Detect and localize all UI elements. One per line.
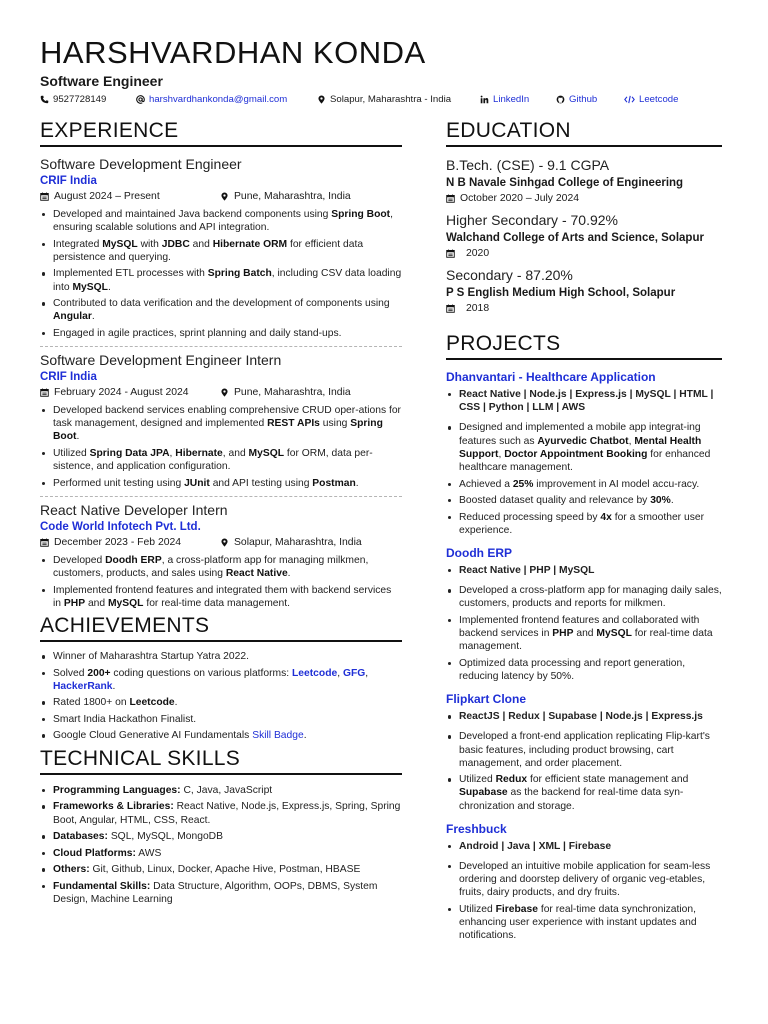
candidate-role: Software Engineer: [40, 73, 163, 89]
list-item: Rated 1800+ on Leetcode.: [40, 696, 402, 709]
project-stack-item: Android | Java | XML | Firebase: [446, 840, 722, 853]
contact-email[interactable]: [136, 94, 287, 105]
calendar-icon: [446, 249, 455, 258]
achievements-heading: ACHIEVEMENTS: [40, 613, 402, 642]
list-item: Frameworks & Libraries: React Native, Node.js, Express.js, Spring, Spring Boot, Angular, HTML, CSS, React.: [40, 800, 402, 826]
contact-bar: [40, 94, 730, 108]
project-stack-item: ReactJS | Redux | Supabase | Node.js | Express.js: [446, 710, 722, 723]
project-bullet: Achieved a 25% improvement in AI model accu-racy.: [446, 478, 722, 491]
job-dates: December 2023 - Feb 2024: [54, 536, 182, 548]
job-dates: February 2024 - August 2024: [54, 387, 189, 399]
job-title: React Native Developer Intern: [40, 501, 228, 518]
divider: [40, 496, 402, 497]
list-item: Engaged in agile practices, sprint planning and daily stand-ups.: [40, 327, 402, 340]
list-item: Others: Git, Github, Linux, Docker, Apache Hive, Postman, HBASE: [40, 863, 402, 876]
contact-location: [317, 94, 451, 105]
job-company[interactable]: CRIF India: [40, 175, 97, 187]
education-school: P S English Medium High School, Solapur: [446, 287, 676, 299]
list-item: Implemented frontend features and integrated them with backend services in PHP and MySQL for real-time data management.: [40, 584, 402, 610]
list-item: Performed unit testing using JUnit and API testing using Postman.: [40, 477, 402, 490]
job-entry: [40, 502, 402, 610]
link[interactable]: HackerRank: [53, 680, 113, 692]
job-meta: [40, 387, 402, 402]
education-degree: B.Tech. (CSE) - 9.1 CGPA: [446, 157, 610, 173]
education-degree: Secondary - 87.20%: [446, 267, 573, 283]
list-item: Databases: SQL, MySQL, MongoDB: [40, 830, 402, 843]
project-entry: [446, 692, 722, 813]
list-item: Implemented ETL processes with Spring Batch, including CSV data loading into MySQL.: [40, 267, 402, 293]
education-degree: Higher Secondary - 70.92%: [446, 212, 618, 228]
project-bullet: Boosted dataset quality and relevance by 30%.: [446, 494, 722, 507]
location-pin-icon: [220, 192, 229, 201]
project-bullets: [446, 860, 722, 943]
list-item: Contributed to data verification and the development of components using Angular.: [40, 297, 402, 323]
skills-heading: TECHNICAL SKILLS: [40, 746, 402, 775]
achievements-list: [40, 650, 402, 742]
list-item: Cloud Platforms: AWS: [40, 847, 402, 860]
job-title: Software Development Engineer: [40, 156, 242, 172]
project-title[interactable]: Doodh ERP: [446, 545, 512, 560]
contact-linkedin[interactable]: [480, 94, 529, 105]
job-bullets: [40, 554, 402, 610]
education-meta: [446, 248, 722, 263]
job-location: Solapur, Maharashtra, India: [234, 536, 362, 548]
education-meta: [446, 303, 722, 318]
right-column: [446, 118, 722, 946]
link[interactable]: Skill Badge: [252, 730, 304, 742]
list-item: Developed Doodh ERP, a cross-platform app for managing milkmen, customers, products, and sales using React Native.: [40, 554, 402, 580]
list-item: Solved 200+ coding questions on various platforms: Leetcode, GFG, HackerRank.: [40, 667, 402, 693]
project-bullet: Developed an intuitive mobile application for seam-less ordering and doorstep delivery of organic veg-etables, fruits, dairy products, and dry fruits.: [446, 860, 722, 900]
project-stack: [446, 388, 722, 414]
list-item: Programming Languages: C, Java, JavaScript: [40, 784, 402, 797]
education-heading: EDUCATION: [446, 118, 722, 147]
contact-phone: [40, 94, 106, 105]
contact-leetcode-link[interactable]: Leetcode: [639, 94, 679, 105]
list-item: Utilized Spring Data JPA, Hibernate, and MySQL for ORM, data per-sistence, and application configuration.: [40, 447, 402, 473]
calendar-icon: [446, 194, 455, 203]
list-item: Smart India Hackathon Finalist.: [40, 713, 402, 726]
project-stack-item: React Native | Node.js | Express.js | MySQL | HTML | CSS | Python | LLM | AWS: [446, 388, 722, 414]
job-entry: [40, 352, 402, 490]
project-title[interactable]: Flipkart Clone: [446, 692, 527, 707]
job-entry: [40, 156, 402, 340]
contact-location-text: Solapur, Maharashtra - India: [330, 94, 452, 105]
job-meta: [40, 191, 402, 206]
job-company[interactable]: CRIF India: [40, 371, 97, 384]
job-meta: [40, 537, 402, 552]
project-bullets: [446, 421, 722, 537]
code-icon: [624, 95, 635, 104]
contact-github[interactable]: [556, 94, 597, 105]
project-title[interactable]: Freshbuck: [446, 821, 507, 836]
contact-linkedin-link[interactable]: LinkedIn: [493, 94, 530, 105]
list-item: Developed and maintained Java backend components using Spring Boot, ensuring scalable solutions and API integration.: [40, 208, 402, 234]
calendar-icon: [446, 304, 455, 313]
contact-github-link[interactable]: Github: [569, 94, 598, 105]
link[interactable]: Leetcode: [292, 667, 338, 679]
project-bullet: Implemented frontend features and collaborated with backend services in PHP and MySQL for real-time data management.: [446, 614, 722, 654]
list-item: Fundamental Skills: Data Structure, Algorithm, OOPs, DBMS, System Design, Machine Learning: [40, 880, 402, 906]
job-location: Pune, Maharashtra, India: [234, 191, 351, 202]
education-dates: October 2020 – July 2024: [460, 193, 579, 204]
experience-heading: EXPERIENCE: [40, 118, 402, 147]
education-entry: [446, 267, 722, 318]
contact-leetcode[interactable]: [624, 94, 678, 105]
list-item: Developed backend services enabling comprehensive CRUD oper-ations for task management, designed and implemented REST APIs using Spring Boot.: [40, 404, 402, 444]
project-bullet: Utilized Redux for efficient state management and Supabase as the backend for real-time data syn-chronization and storage.: [446, 773, 722, 813]
location-pin-icon: [220, 538, 229, 547]
calendar-icon: [40, 388, 49, 397]
project-bullet: Optimized data processing and report generation, reducing latency by 50%.: [446, 657, 722, 683]
contact-phone-text: 9527728149: [53, 94, 107, 105]
education-school: Walchand College of Arts and Science, Solapur: [446, 232, 704, 244]
job-location: Pune, Maharashtra, India: [234, 387, 351, 399]
job-dates: August 2024 – Present: [54, 191, 160, 202]
project-stack: [446, 710, 722, 723]
github-icon: [556, 95, 565, 104]
divider: [40, 346, 402, 347]
linkedin-icon: [480, 95, 489, 104]
project-title[interactable]: Dhanvantari - Healthcare Application: [446, 370, 656, 384]
list-item: Google Cloud Generative AI Fundamentals Skill Badge.: [40, 729, 402, 742]
job-bullets: [40, 208, 402, 340]
project-stack: [446, 564, 722, 577]
projects-list: [446, 370, 722, 943]
list-item: Integrated MySQL with JDBC and Hibernate ORM for efficient data persistence and querying.: [40, 238, 402, 264]
calendar-icon: [40, 538, 49, 547]
phone-icon: [40, 95, 49, 104]
education-entry: [446, 212, 722, 263]
project-stack-item: React Native | PHP | MySQL: [446, 564, 722, 577]
education-dates: 2018: [466, 303, 490, 314]
job-bullets: [40, 404, 402, 490]
project-bullet: Designed and implemented a mobile app integrat-ing features such as Ayurvedic Chatbot, Mental Health Support, Doctor Appointment Booking for enhanced healthcare management.: [446, 421, 722, 474]
list-item: Winner of Maharashtra Startup Yatra 2022.: [40, 650, 402, 663]
education-school: N B Navale Sinhgad College of Engineering: [446, 177, 684, 189]
project-bullet: Utilized Firebase for real-time data synchronization, enhancing user experience with instant updates and notifications.: [446, 903, 722, 943]
job-title: Software Development Engineer Intern: [40, 352, 282, 369]
project-bullet: Reduced processing speed by 4x for a smoother user experience.: [446, 511, 722, 537]
project-bullets: [446, 584, 722, 683]
job-company[interactable]: Code World Infotech Pvt. Ltd.: [40, 520, 201, 533]
contact-email-link[interactable]: harshvardhankonda@gmail.com: [149, 94, 288, 105]
candidate-name: HARSHVARDHAN KONDA: [40, 35, 426, 70]
location-pin-icon: [220, 388, 229, 397]
project-bullet: Developed a front-end application replicating Flip-kart's basic features, including product browsing, cart management, and order placement.: [446, 730, 722, 770]
at-icon: [136, 95, 145, 104]
left-column: [40, 118, 402, 909]
projects-heading: PROJECTS: [446, 331, 722, 360]
education-meta: [446, 193, 722, 208]
link[interactable]: GFG: [342, 667, 366, 679]
project-entry: [446, 546, 722, 683]
project-bullets: [446, 730, 722, 813]
project-entry: [446, 822, 722, 943]
education-entry: [446, 157, 722, 208]
skills-list: [40, 784, 402, 906]
project-entry: [446, 370, 722, 537]
calendar-icon: [40, 192, 49, 201]
location-pin-icon: [317, 95, 326, 104]
education-dates: 2020: [466, 248, 490, 259]
project-bullet: Developed a cross-platform app for managing daily sales, customers, products and reports for milkmen.: [446, 584, 722, 610]
project-stack: [446, 840, 722, 853]
